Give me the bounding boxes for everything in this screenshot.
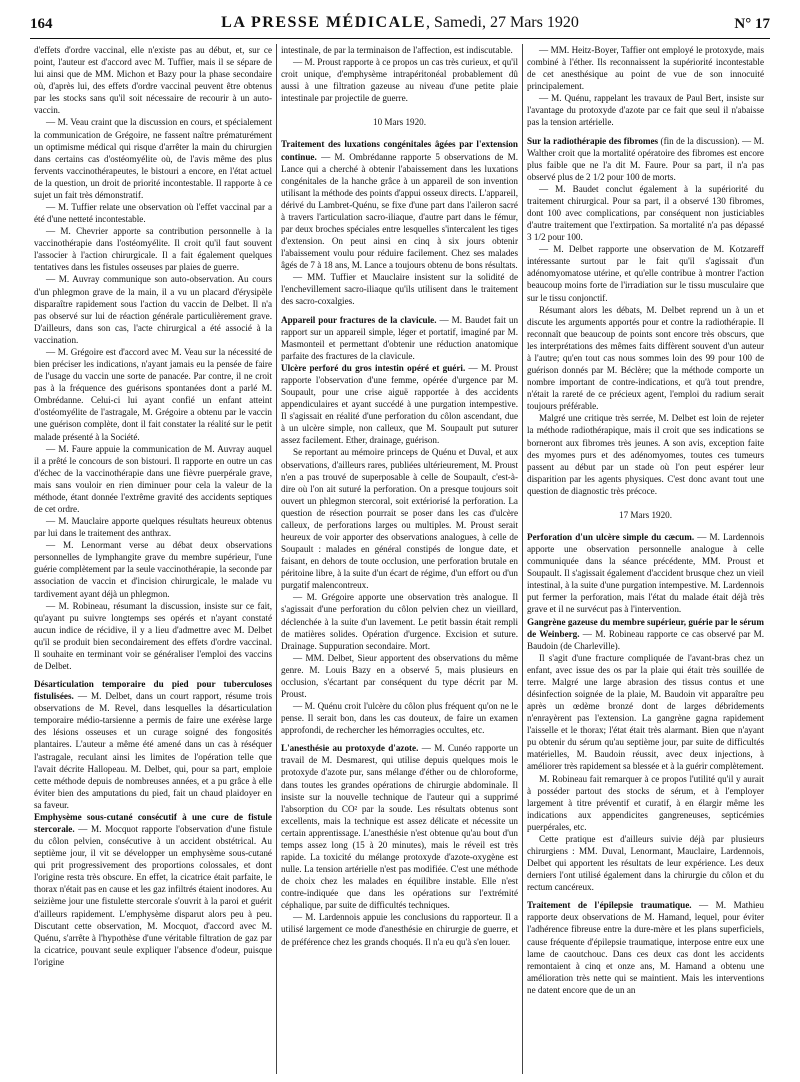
column-3 (522, 44, 768, 1074)
body-paragraph: — M. Veau craint que la discussion en cours, et spécialement la communication de Grégoire, ne fassent naître prématurément un optimisme médical qui risque d'arrêter la main du chirurgien dans certains cas d'ostéomyélite où, de l'avis même des plus fervents vaccinothérapeutes, le bistouri a encore, en l'état actuel de la question, un droit de priorité incontestable. Il rapporte à ce sujet un fait très démonstratif. (34, 117, 272, 200)
body-paragraph: Résumant alors les débats, M. Delbet reprend un à un et discute les arguments apportés pour et contre la radiothérapie. Il reconnaît que beaucoup de points sont encore très obscurs, que les interprétations des mêmes faits diffèrent souvent d'un auteur à l'autre; qu'en tout cas nous sommes loin des 99 pour 100 de guérison donnés par M. Béclère; que la méthode comporte un nombre important de contre-indications, et qu'à tout prendre, n'était la rareté de ce précieux agent, l'emploi du radium serait toujours préférable. (527, 304, 764, 412)
body-paragraph: d'effets d'ordre vaccinal, elle n'existe pas au début, et, sur ce point, l'auteur est d'accord avec M. Tuffier, mais il se sépare de lui ainsi que de MM. Michon et Bazy pour la phase secondaire où, d'après lui, des effets d'ordre vaccinal peuvent être obtenus par les stocks sans qu'il soit nécessaire de recourir à un auto-vaccin. (34, 45, 272, 116)
body-paragraph: — M. Proust rapporte à ce propos un cas très curieux, et qu'il croit unique, d'emphysème intrapéritonéal probablement dû aussi à une filtration gazeuse au niveau d'une petite plaie intestinale par projectile de guerre. (281, 57, 518, 104)
body-paragraph: — M. Lardennois appuie les conclusions du rapporteur. Il a utilisé largement ce mode d'anesthésie en chirurgie de guerre, et de préférence chez les grands choqués. Il n'a eu qu'à s'en louer. (281, 912, 518, 947)
body-paragraph: — M. Chevrier apporte sa contribution personnelle à la vaccinothérapie dans l'ostéomyélite. Il croit qu'il faut souvent l'associer à l'action chirurgicale. Il a fait également quelques tentatives dans les fistules osseuses par plaies de guerre. (34, 226, 272, 273)
issue-date: , Samedi, 27 Mars 1920 (425, 14, 579, 31)
page-header (30, 12, 770, 39)
section-paragraph (281, 138, 518, 271)
body-paragraph: Cette pratique est d'ailleurs suivie déjà par plusieurs chirurgiens : MM. Duval, Lenormant, Mauclaire, Lardennois, Delbet qui apportent les résultats de leur expérience. Les deux derniers l'ont utilisé également dans la chirurgie du côlon et du rectum cancéreux. (527, 833, 764, 893)
section-paragraph (527, 531, 764, 616)
section-body: — M. Baudet fait un rapport sur un appareil simple, léger et portatif, imaginé par M. Masmonteil et permettant d'obtenir une réduction anatomique parfaite des fractures de la clavicule. (281, 314, 519, 361)
body-paragraph: — M. Quénu croit l'ulcère du côlon plus fréquent qu'on ne le pense. Il serait bon, dans les cas douteux, de faire un examen approfondi, de rechercher les hémorragies occultes, etc. (281, 701, 518, 736)
section-body: — M. Mathieu rapporte deux observations de M. Hamand, lequel, pour éviter l'adhérence fibreuse entre la dure-mère et les plans superficiels, cause fréquente d'épilepsie traumatique, interpose entre eux une lame de caoutchouc. Dans ces deux cas dont les accidents remontaient à cinq et onze ans, M. Hamand a obtenu une amélioration très nette qui se maintient. Mais les interventions ne datent encore que de un an (527, 900, 764, 995)
body-paragraph: — M. Grégoire est d'accord avec M. Veau sur la nécessité de bien préciser les indications, n'ayant jamais eu la pensée de faire de l'usage du vaccin une sorte de panacée. Par contre, il ne croit pas à la fréquence des guérisons spontanées dont a parlé M. Ombrédanne. Celui-ci lui ayant confié un enfant atteint d'ostéomyélite de l'astragale, M. Grégoire a obtenu par le vaccin une guérison complète, dont il fait constater la réalité sur le petit malade présenté à la Société. (34, 346, 272, 442)
journal-name: LA PRESSE MÉDICALE (221, 14, 426, 31)
body-paragraph: M. Robineau fait remarquer à ce propos l'utilité qu'il y aurait à posséder partout des stocks de sérum, et à l'employer largement à titre préventif et curatif, à en élargir même les indications aux appendicites gangreneuses, septicémies puerpérales, etc. (527, 773, 764, 832)
section-heading: Emphysème sous-cutané consécutif à une cure de fistule stercorale. (34, 811, 272, 834)
section-heading: Désarticulation temporaire du pied pour tuberculoses fistulisées. (34, 679, 272, 702)
issue-number: N° 17 (734, 16, 770, 32)
session-date: 10 Mars 1920. (373, 117, 426, 128)
body-paragraph: — MM. Delbet, Sieur apportent des observations du même genre. M. Louis Bazy en a observé 5, mais plusieurs en occlusion, s'écartant par conséquent du type décrit par M. Proust. (281, 652, 518, 699)
section-heading: L'anesthésie au protoxyde d'azote. (281, 743, 419, 754)
page-number: 164 (30, 16, 53, 32)
body-paragraph: — M. Robineau, résumant la discussion, insiste sur ce fait, qu'ayant pu suivre longtemps ses opérés et n'ayant constaté aucun indice de récidive, il y a lieu d'admettre avec M. Delbet qu'il se produit bien secondairement des effets d'ordre vaccinal. Il souhaite en terminant voir se généraliser l'emploi des vaccins de Delbet. (34, 600, 272, 671)
body-paragraph: — M. Tuffier relate une observation où l'effet vaccinal par a été d'une netteté incontestable. (34, 202, 272, 225)
section-paragraph (527, 616, 764, 652)
article-columns (30, 44, 770, 1074)
section-body: — M. Mocquot rapporte l'observation d'une fistule du côlon pelvien, consécutive à un accident obstétrical. Au septième jour, il vit se développer un emphysème sous-cutané qui prit progressivement des proportions colossales, et dont l'origine resta très obscure. En effet, la cicatrice était parfaite, le thorax n'était pas en cause et les gaz infiltrés étaient inodores. Au seizième jour une fistulette stercorale s'ouvrit à la paroi et guérit d'ailleurs rapidement. L'emphysème disparut alors peu à peu. Discutant cette observation, M. Mocquot, d'accord avec M. Quénu, s'arrête à l'hypothèse d'une véritable filtration de gaz par la cicatrice, pouvant seule expliquer l'absence d'odeur, puisque l'origine (34, 824, 272, 967)
body-paragraph: Malgré une critique très serrée, M. Delbet est loin de rejeter la méthode radiothérapique, mais il croit que ses indications se borneront aux fibromes très jeunes. A son avis, exception faite des myomes purs et des adénomyomes, toutes ces tumeurs passent au début par un stade où l'on peut espérer leur disparition par les agents physiques. C'est donc avant tout une question de diagnostic très précoce. (527, 413, 764, 496)
session-date: 17 Mars 1920. (619, 509, 672, 520)
section-paragraph (281, 742, 518, 911)
section-body: — M. Cunéo rapporte un travail de M. Desmarest, qui utilise depuis quelques mois le protoxyde d'azote pur, sans mélange d'éther ou de chloroforme, dans toutes les grandes opérations de chirurgie abdominale. Il insiste sur la nouvelle technique de l'auteur qui a supprimé l'absorption du CO² par la soude. Les résultats obtenus sont excellents, mais la technique est assez délicate et nécessite un certain apprentissage. L'anesthésie n'est obtenue qu'au bout d'un temps assez long (15 à 20 minutes), mais le réveil est très rapide. La toxicité du mélange protoxyde d'azote-oxygène est nulle. La tension artérielle n'est pas modifiée. C'est une méthode de choix chez les malades en équilibre instable. Elle n'est contre-indiquée que dans les opérations sur l'extrémité céphalique, par suite de difficultés techniques. (281, 743, 519, 911)
body-paragraph: — M. Mauclaire apporte quelques résultats heureux obtenus par lui dans le traitement des anthrax. (34, 516, 272, 539)
section-paragraph (281, 362, 518, 447)
body-paragraph: Se reportant au mémoire princeps de Quénu et Duval, et aux observations, d'ailleurs rares, publiées ultérieurement, M. Proust n'en a pas trouvé de superposable à celle de Soupault, c'est-à-dire où l'on ait suturé la perforation. On a presque toujours soit ouvert un phlegmon stercoral, soit extériorisé la perforation. La question de résection pourrait se poser dans les cas d'ulcère calleux, de perforations larges ou multiples. M. Proust serait heureux de voir apporter des observations analogues, à celle de Soupault : malades en général constipés de longue date, et faisant, en dehors de toute occlusion, une perforation brutale en péritoine libre, à la suite d'un écart de régime, d'un effort ou d'un purgatif malencontreux. (281, 447, 518, 591)
section-paragraph (34, 811, 272, 968)
section-heading: Sur la radiothérapie des fibromes (527, 135, 659, 146)
section-body: — M. Delbet, dans un court rapport, résume trois observations de M. Revel, dans lesquelles la désarticulation temporaire médio-tarsienne a permis de faire une exérèse large des lésions osseuses et un curage soigné des fongosités plantaires. L'auteur a même été amené dans un cas à réséquer l'astragale, reculant ainsi les limites de l'opération telle que l'avait décrite Hallopeau. M. Delbet, qui, pour sa part, emploie cette méthode depuis de nombreuses années, et a pu grâce à elle éviter bien des amputations du pied, fait un chaud plaidoyer en sa faveur. (34, 691, 272, 810)
section-heading: Gangrène gazeuse du membre supérieur, guérie par le sérum de Weinberg. (527, 616, 764, 639)
section-body: — M. Ombrédanne rapporte 5 observations de M. Lance qui a cherché à obtenir l'abaissement dans les luxations congénitales de la hanche grâce à un appareil de son invention utilisant la méthode des points d'appui osseux directs. L'appareil, dérivé du Lambret-Quénu, se fixe d'une part dans l'aileron sacré à travers l'articulation sacro-iliaque, d'autre part dans le fémur, par deux broches spéciales entre lesquelles s'intercalent les tiges d'extension. On peut ainsi en cinq à six jours obtenir l'abaissement voulu pour réduire facilement. Chez ses malades âgés de 7 à 18 ans, M. Lance a toujours obtenu de bons résultats. (281, 151, 518, 271)
section-heading: Perforation d'un ulcère simple du cæcum. (527, 531, 695, 542)
section-paragraph (281, 314, 518, 362)
column-1 (30, 44, 276, 1074)
section-heading: Appareil pour fractures de la clavicule. (281, 314, 437, 325)
section-paragraph (527, 135, 764, 183)
body-paragraph: — M. Grégoire apporte une observation très analogue. Il s'agissait d'une perforation du côlon pelvien chez un vieillard, déclenchée à la suite d'un lavement. Le petit bassin était rempli de matières solides. Opération d'urgence. Excision et suture. Drainage. Suppuration secondaire. Mort. (281, 592, 518, 651)
section-body: — M. Robineau rapporte ce cas observé par M. Baudoin (de Charleville). (527, 628, 764, 651)
section-heading: Traitement de l'épilepsie traumatique. (527, 900, 692, 911)
body-paragraph: — M. Lenormant verse au débat deux observations personnelles de lymphangite grave du membre supérieur, l'une guérie complètement par la seule vaccinothérapie, la seconde par association de vaccin et d'incision chirurgicale, le malade vu tardivement ayant déjà un phlegmon. (34, 540, 272, 599)
body-paragraph: — M. Faure appuie la communication de M. Auvray auquel il a prêté le concours de son bistouri. Il rapporte en outre un cas d'échec de la vaccinothérapie dans une fièvre puerpérale grave, mais sans vouloir en rien diminuer pour cela la valeur de la méthode, étant donnée l'extrême gravité des accidents septiques de cet ordre. (34, 443, 272, 514)
body-paragraph: — M. Baudet conclut également à la supériorité du traitement chirurgical. Pour sa part, il a observé 130 fibromes, dont 100 avec complications, par conséquent non justiciables d'autre traitement que l'extirpation. Sa mortalité n'a pas dépassé 3 1/2 pour 100. (527, 183, 764, 243)
body-paragraph: — MM. Heitz-Boyer, Taffier ont employé le protoxyde, mais combiné à l'éther. Ils reconnaissent la supériorité incontestable de cet anesthésique au point de vue de son innocuité principalement. (527, 45, 764, 92)
body-paragraph: Il s'agit d'une fracture compliquée de l'avant-bras chez un enfant, avec issue des os par la plaie qui était très souillée de terre. Malgré une large abrasion des tissus contus et une désinfection soignée de la plaie, M. Baudoin vit apparaître peu après un œdème bronzé dont de larges débridements n'enrayèrent pas l'extension. La gangrène gagna rapidement l'aisselle et le thorax; l'état était très alarmant. Bien que n'ayant pu obtenir du sérum qu'au septième jour, par suite de difficultés matérielles, M. Baudoin réussit, avec deux injections, à améliorer très rapidement sa blessée et à la guérir complètement. (527, 652, 764, 772)
journal-title (30, 14, 770, 32)
section-body: (fin de la discussion). — M. Walther croit que la mortalité opératoire des fibromes est encore plus faible que ne l'a dit M. Faure. Pour sa part, il n'a pas observé plus de 2 1/2 pour 100 de morts. (527, 135, 764, 182)
body-paragraph: — M. Quénu, rappelant les travaux de Paul Bert, insiste sur l'avantage du protoxyde d'azote par ce fait que seul il n'abaisse pas la tension artérielle. (527, 93, 764, 128)
section-heading: Traitement des luxations congénitales âgées par l'extension continue. (281, 139, 518, 162)
section-paragraph (34, 678, 272, 811)
body-paragraph: — MM. Tuffier et Mauclaire insistent sur la solidité de l'enchevillement sacro-iliaque qu'ils utilisent dans le traitement des sacro-coxalgies. (281, 272, 518, 307)
body-paragraph: intestinale, de par la terminaison de l'affection, est indiscutable. (281, 45, 513, 55)
section-paragraph (527, 899, 764, 996)
section-body: — M. Lardennois apporte une observation personnelle analogue à celle communiquée dans la séance précédente, MM. Proust et Soupault. Il s'agissait également d'accident brusque chez un vieil intestinal, à la suite d'une purgation intempestive. M. Lardennois put fermer la perforation, mais l'état du malade était déjà très grave et il ne survécut pas à l'intervention. (527, 531, 764, 615)
section-body: — M. Proust rapporte l'observation d'une femme, opérée d'urgence par M. Soupault, pour une crise aiguë rapportée à des accidents appendiculaires et ayant succédé à une purgation intempestive. Il s'agissait en réalité d'une perforation du côlon ascendant, due à un ulcère simple, non calleux, que M. Soupault put suturer assez facilement. Ether, drainage, guérison. (281, 362, 518, 446)
body-paragraph: — M. Delbet rapporte une observation de M. Kotzareff intéressante surtout par le fait qu'il s'agissait d'un adénomyomatose utérine, et qu'elle contribue à montrer l'action beaucoup moins forte de l'irradiation sur le tissu musculaire que sur le tissu conjonctif. (527, 244, 764, 303)
section-heading: Ulcère perforé du gros intestin opéré et guéri. (281, 362, 466, 373)
body-paragraph: — M. Auvray communique son auto-observation. Au cours d'un phlegmon grave de la main, il a vu un placard d'érysipèle disparaître rapidement sous l'action du vaccin de Delbet. Il n'a pas observé sur lui de réaction générale particulièrement grave. D'ailleurs, dans son cas, l'acte chirurgical a été associé à la vaccination. (34, 274, 272, 345)
column-2 (276, 44, 522, 1074)
